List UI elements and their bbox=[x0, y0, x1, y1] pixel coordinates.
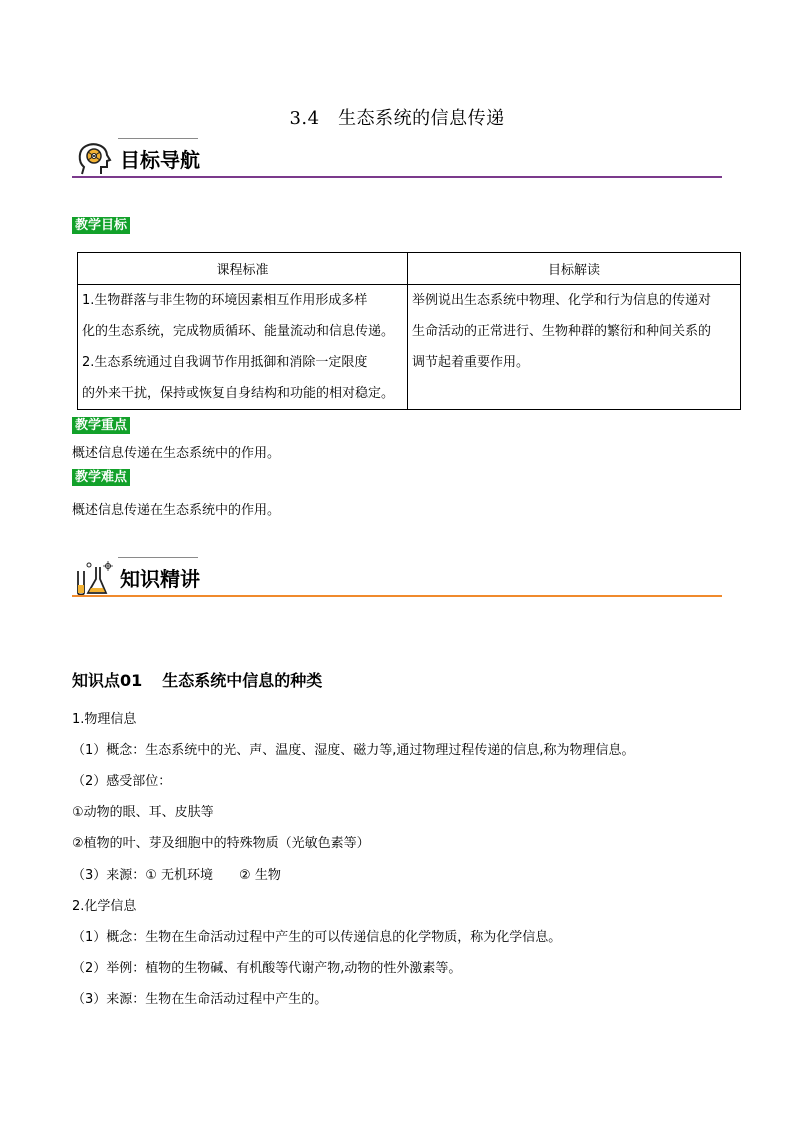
interpretation-line: 举例说出生态系统中物理、化学和行为信息的传递对 bbox=[412, 293, 712, 308]
key-point-text: 概述信息传递在生态系统中的作用。 bbox=[72, 446, 281, 461]
standard-line: 的外来干扰，保持或恢复自身结构和功能的相对稳定。 bbox=[82, 386, 395, 401]
standard-line: 1.生物群落与非生物的环境因素相互作用形成多样 bbox=[82, 293, 368, 308]
table-header-standard: 课程标准 bbox=[78, 253, 408, 285]
content-line: ②植物的叶、芽及细胞中的特殊物质（光敏色素等） bbox=[72, 836, 370, 851]
section-topline bbox=[118, 557, 198, 558]
interpretation-line: 生命活动的正常进行、生物种群的繁衍和种间关系的 bbox=[412, 324, 712, 339]
content-line: （1）概念：生态系统中的光、声、温度、湿度、磁力等,通过物理过程传递的信息,称为物理信息。 bbox=[72, 743, 635, 758]
content-line: 1.物理信息 bbox=[72, 712, 137, 727]
standard-cell bbox=[78, 285, 408, 410]
content-line: （2）举例：植物的生物碱、有机酸等代谢产物,动物的性外激素等。 bbox=[72, 961, 462, 976]
teaching-goals-tag: 教学目标 bbox=[72, 217, 130, 234]
knowledge-point-number: 知识点01 bbox=[72, 671, 143, 690]
table-header-interpretation: 目标解读 bbox=[408, 253, 741, 285]
key-point-tag: 教学重点 bbox=[72, 417, 130, 434]
content-line: （3）来源：① 无机环境 ② 生物 bbox=[72, 868, 281, 883]
interpretation-cell bbox=[408, 285, 741, 410]
content-line: （3）来源：生物在生命活动过程中产生的。 bbox=[72, 992, 328, 1007]
section-label: 知识精讲 bbox=[120, 567, 200, 591]
content-line: （1）概念：生物在生命活动过程中产生的可以传递信息的化学物质，称为化学信息。 bbox=[72, 930, 562, 945]
section-rule bbox=[72, 595, 722, 597]
knowledge-point-heading: 生态系统中信息的种类 bbox=[162, 671, 323, 690]
content-line: ①动物的眼、耳、皮肤等 bbox=[72, 805, 214, 820]
section-header-goals bbox=[72, 138, 722, 188]
standard-line: 化的生态系统，完成物质循环、能量流动和信息传递。 bbox=[82, 324, 395, 339]
section-label: 目标导航 bbox=[120, 148, 200, 172]
standard-line: 2.生态系统通过自我调节作用抵御和消除一定限度 bbox=[82, 355, 368, 370]
content-line: （2）感受部位： bbox=[72, 774, 172, 789]
section-header-knowledge bbox=[72, 557, 722, 607]
difficulty-text: 概述信息传递在生态系统中的作用。 bbox=[72, 503, 281, 518]
section-topline bbox=[118, 138, 198, 139]
interpretation-line: 调节起着重要作用。 bbox=[412, 355, 530, 370]
page-title: 3.4 生态系统的信息传递 bbox=[289, 108, 505, 129]
goals-table bbox=[77, 252, 741, 410]
section-rule bbox=[72, 176, 722, 178]
knowledge-point-title bbox=[72, 668, 322, 691]
flask-icon bbox=[74, 559, 114, 599]
head-gear-icon bbox=[74, 140, 114, 180]
difficulty-tag: 教学难点 bbox=[72, 469, 130, 486]
content-line: 2.化学信息 bbox=[72, 899, 137, 914]
